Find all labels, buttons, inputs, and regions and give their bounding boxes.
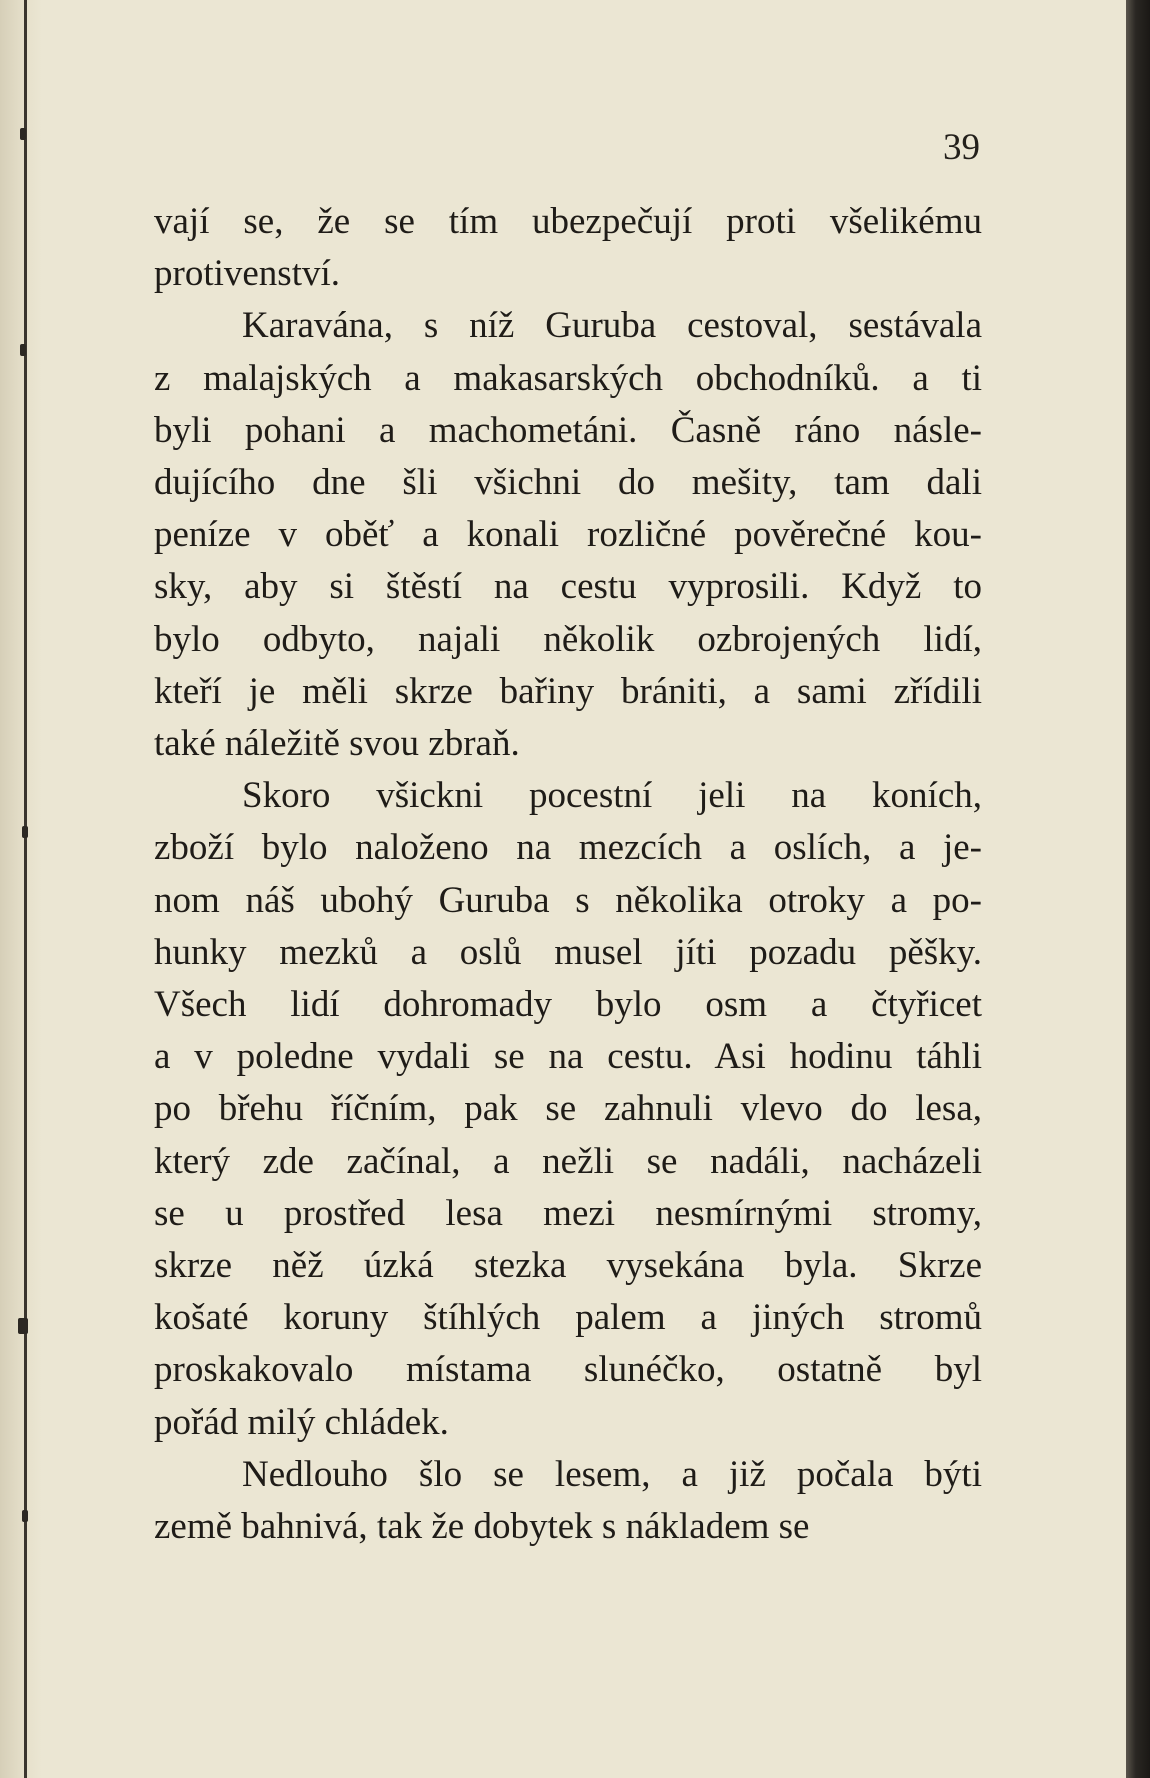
text-line: vají se, že se tím ubezpečují proti všelikému [154,201,982,242]
text-line: kteří je měli skrze bařiny brániti, a sami zřídili [154,670,982,712]
text-line: země bahnivá, tak že dobytek s nákladem se [154,1506,810,1548]
text-line: nom náš ubohý Guruba s několika otroky a po- [154,879,982,921]
paragraph [154,1449,982,1553]
paragraph [154,300,982,770]
page-edge-shadow [1126,0,1150,1778]
text-line: proskakovalo místama slunéčko, ostatně byl [154,1349,982,1391]
page-number: 39 [943,127,980,168]
paragraph [154,770,982,1449]
text-line: z malajských a makasarských obchodníků. a ti [154,357,982,399]
text-line: dujícího dne šli všichni do mešity, tam dali [154,462,982,504]
text-line: byli pohani a machometáni. Časně ráno násle- [154,409,982,451]
text-line: peníze v oběť a konali rozličné pověrečné kou- [154,514,982,556]
gutter-mark [22,826,28,838]
text-line: pořád milý chládek. [154,1401,449,1443]
text-line: skrze něž úzká stezka vysekána byla. Skrze [154,1245,982,1287]
gutter-mark [22,1510,28,1522]
text-line: a v poledne vydali se na cestu. Asi hodinu táhli [154,1036,982,1078]
text-line: hunky mezků a oslů musel jíti pozadu pěšky. [154,931,982,973]
text-line: bylo odbyto, najali několik ozbrojených lidí, [154,618,982,660]
text-line: zboží bylo naloženo na mezcích a oslích, a je- [154,827,982,869]
body-text [154,196,982,1553]
gutter-mark [20,128,26,140]
text-line: po břehu říčním, pak se zahnuli vlevo do lesa, [154,1088,982,1130]
text-line: Karavána, s níž Guruba cestoval, sestávala [242,305,982,347]
paragraph [154,196,982,300]
text-line: který zde začínal, a nežli se nadáli, nacházeli [154,1140,982,1182]
binding-edge [0,0,42,1778]
text-line: košaté koruny štíhlých palem a jiných stromů [154,1297,982,1339]
gutter-mark [20,344,26,356]
text-line: Všech lidí dohromady bylo osm a čtyřicet [154,984,982,1026]
text-line: Nedlouho šlo se lesem, a již počala býti [242,1453,982,1495]
text-line: protivenství. [154,253,341,295]
text-line: sky, aby si štěstí na cestu vyprosili. Když to [154,566,982,608]
gutter-mark [18,1318,28,1334]
text-line: také náležitě svou zbraň. [154,723,520,765]
text-line: Skoro všickni pocestní jeli na koních, [242,775,982,817]
text-line: se u prostřed lesa mezi nesmírnými stromy, [154,1192,982,1234]
